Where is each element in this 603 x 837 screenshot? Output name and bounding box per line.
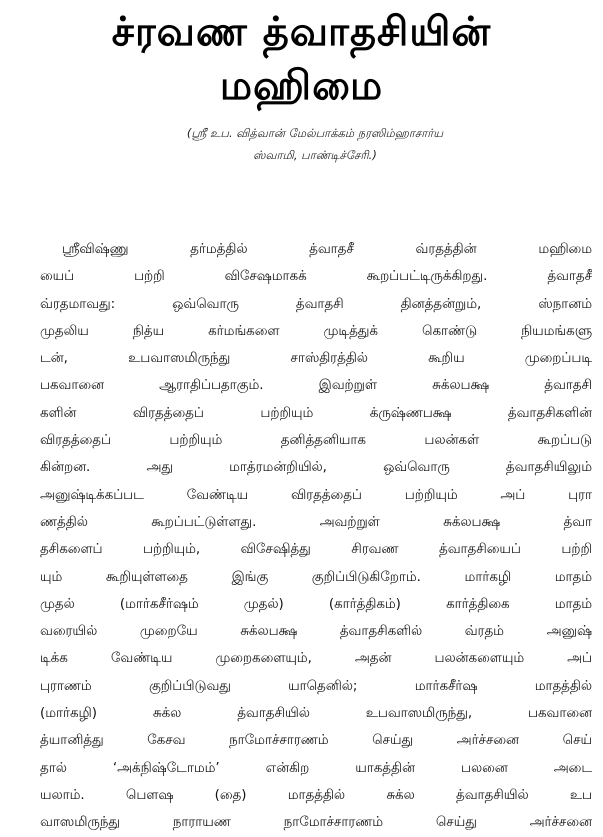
body-line: ணத்தில் கூறப்பட்டுள்ளது. அவற்றுள் சுக்லபக்ஷ த்வா xyxy=(40,514,592,530)
body-line: பகவானை ஆராதிப்பதாகும். இவற்றுள் சுக்லபக்ஷ த்வாதசி xyxy=(40,378,592,394)
body-line: தால் ‘அக்நிஷ்டோமம்’ என்கிற யாகத்தின் பலனை அடை xyxy=(40,760,592,776)
body-line: வரையில் முறையே சுக்லபக்ஷ த்வாதசிகளில் வ்ரதம் அனுஷ் xyxy=(40,624,592,640)
body-line: முதல் (மார்கசீர்ஷம் முதல்) (கார்த்திகம்) கார்த்திகை மாதம் xyxy=(40,596,592,612)
body-line: டன், உபவாஸமிருந்து சாஸ்திரத்தில் கூறிய முறைப்படி xyxy=(40,351,592,367)
body-line: கின்றன. அது மாத்ரமன்றியில், ஒவ்வொரு த்வாதசியிலும் xyxy=(40,460,592,476)
body-line: வாஸமிருந்து நாராயண நாமோச்சாரணம் செய்து அர்ச்சனை xyxy=(40,815,592,831)
byline-line-2: ஸ்வாமி, பாண்டிச்சேரி.) xyxy=(253,148,377,162)
body-line: (மார்கழி) சுக்ல த்வாதசியில் உபவாஸமிருந்து, பகவானை xyxy=(40,706,592,722)
body-line: வ்ரதமாவது: ஒவ்வொரு த்வாதசி தினத்தன்றும், ஸ்நானம் xyxy=(40,296,592,312)
body-line: டிக்க வேண்டிய முறைகளையும், அதன் பலன்களையும் அப் xyxy=(40,651,592,667)
body-line: முதலிய நித்ய கர்மங்களை முடித்துக் கொண்டு நியமங்களு xyxy=(40,323,592,339)
body-line: த்யானித்து கேசவ நாமோச்சாரணம் செய்து அர்ச்சனை செய் xyxy=(40,733,592,749)
body-line: யைப் பற்றி விசேஷமாகக் கூறப்பட்டிருக்கிறது. த்வாதசீ xyxy=(40,269,592,285)
body-line: களின் விரதத்தைப் பற்றியும் க்ருஷ்ணபக்ஷ த்வாதசிகளின் xyxy=(40,405,592,421)
byline-line-1: (ஸ்ரீ உப. வித்வான் மேல்பாக்கம் நரஸிம்ஹாசார்ய xyxy=(186,126,444,140)
body-line: ஸ்ரீவிஷ்ணு தர்மத்தில் த்வாதசீ வ்ரதத்தின் மஹிமை xyxy=(62,242,592,257)
body-paragraph xyxy=(40,236,592,837)
body-line: புராணம் குறிப்பிடுவது யாதெனில்; மார்கசீர்ஷ மாதத்தில் xyxy=(40,678,592,694)
body-line: யலாம். பௌஷ (தை) மாதத்தில் சுக்ல த்வாதசியில் உப xyxy=(40,787,592,803)
body-line: தசிகளைப் பற்றியும், விசேஷித்து சிரவண த்வாதசியைப் பற்றி xyxy=(40,542,592,558)
title-line-2: மஹிமை xyxy=(219,63,384,109)
author-byline xyxy=(80,122,550,166)
body-line: விரதத்தைப் பற்றியும் தனித்தனியாக பலன்கள் கூறப்படு xyxy=(40,433,592,449)
body-line: அனுஷ்டிக்கப்பட வேண்டிய விரதத்தைப் பற்றியும் அப் புரா xyxy=(40,487,592,503)
body-line: யும் கூறியுள்ளதை இங்கு குறிப்பிடுகிறோம். மார்கழி மாதம் xyxy=(40,569,592,585)
title-line-1: ச்ரவண த்வாதசியின் xyxy=(111,9,492,55)
